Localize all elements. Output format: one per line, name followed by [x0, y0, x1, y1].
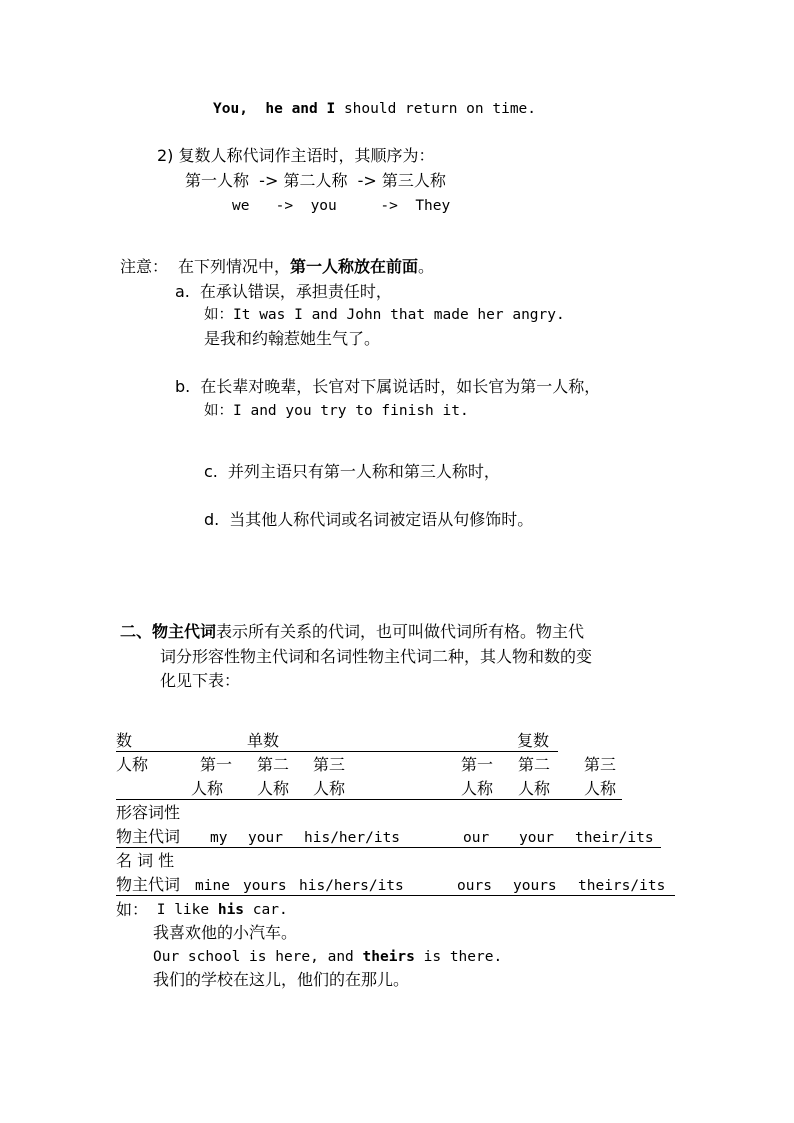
pl-first-top: 第一	[461, 755, 494, 774]
adj-sg-first: my	[210, 830, 228, 846]
note-b-text: 在长辈对晚辈，长官对下属说话时，如长官为第一人称，	[200, 377, 601, 396]
table-rule-adj	[116, 847, 661, 848]
noun-pl-third: theirs/its	[578, 878, 666, 894]
example-bold-part: You, he and I	[213, 101, 336, 117]
adj-label-bottom: 物主代词	[116, 827, 181, 846]
pl-second-bottom: 人称	[518, 779, 551, 798]
example-2-post: is there.	[414, 949, 503, 965]
noun-label-bottom: 物主代词	[116, 875, 181, 894]
sg-second-top: 第二	[257, 755, 290, 774]
pl-first-bottom: 人称	[461, 779, 494, 798]
example-rest: should return on time.	[335, 101, 537, 117]
sg-first-top: 第一	[200, 755, 233, 774]
note-c	[204, 462, 500, 482]
note-a-marker: a.	[175, 282, 190, 301]
order-english: we -> you -> They	[232, 198, 451, 214]
sg-second-bottom: 人称	[257, 779, 290, 798]
example-1	[148, 900, 288, 920]
note-lead-end: 。	[418, 257, 435, 276]
note-lead: 在下列情况中，	[178, 257, 291, 276]
note-a-example: 如：It was I and John that made her angry.	[204, 307, 565, 323]
table-rule-person	[116, 799, 622, 800]
order-chinese: 第一人称 -> 第二人称 -> 第三人称	[185, 171, 446, 190]
sg-third-bottom: 人称	[313, 779, 346, 798]
example-1-pre: I like	[148, 902, 218, 918]
noun-pl-second: yours	[513, 878, 557, 894]
example-2-bold: theirs	[362, 949, 415, 965]
note-c-marker: c.	[204, 462, 218, 481]
adj-sg-third: his/her/its	[304, 830, 401, 846]
example-1-bold: his	[217, 902, 245, 918]
example-2	[153, 947, 502, 967]
table-person-label: 人称	[116, 755, 149, 774]
adj-pl-third: their/its	[575, 830, 654, 846]
examples-label: 如：	[116, 900, 149, 919]
example-2-pre: Our school is here, and	[153, 949, 363, 965]
noun-sg-second: yours	[243, 878, 287, 894]
note-b-example: 如：I and you try to finish it.	[204, 403, 469, 419]
point-2-label: 2) 复数人称代词作主语时，其顺序为：	[157, 146, 435, 165]
pl-third-bottom: 人称	[584, 779, 617, 798]
note-heading	[120, 257, 434, 277]
sg-first-bottom: 人称	[191, 779, 224, 798]
section-2-line-1	[120, 622, 584, 642]
noun-sg-third: his/hers/its	[299, 878, 404, 894]
example-1-translation: 我喜欢他的小汽车。	[153, 923, 298, 942]
adj-pl-second: your	[519, 830, 554, 846]
note-d-marker: d.	[204, 510, 220, 529]
sg-third-top: 第三	[313, 755, 346, 774]
adj-pl-first: our	[463, 830, 490, 846]
table-header-singular: 单数	[247, 731, 280, 750]
table-header-plural: 复数	[517, 731, 550, 750]
note-d	[204, 510, 533, 530]
table-rule-header	[116, 751, 558, 752]
section-2-line-3: 化见下表：	[160, 671, 241, 690]
pl-third-top: 第三	[584, 755, 617, 774]
example-2-translation: 我们的学校在这儿，他们的在那儿。	[153, 970, 410, 989]
section-2-title: 二、物主代词	[120, 622, 217, 641]
noun-sg-first: mine	[195, 878, 230, 894]
note-b	[175, 377, 600, 397]
example-1-post: car.	[244, 902, 288, 918]
noun-label-top: 名 词 性	[116, 851, 175, 870]
example-you-he-i	[213, 99, 536, 119]
section-2-line-2: 词分形容性物主代词和名词性物主代词二种，其人物和数的变	[160, 647, 593, 666]
note-a-text: 在承认错误，承担责任时，	[199, 282, 392, 301]
noun-pl-first: ours	[457, 878, 492, 894]
note-d-text: 当其他人称代词或名词被定语从句修饰时。	[229, 510, 534, 529]
adj-label-top: 形容词性	[116, 803, 181, 822]
note-c-text: 并列主语只有第一人称和第三人称时，	[227, 462, 500, 481]
adj-sg-second: your	[248, 830, 283, 846]
table-header-number: 数	[116, 731, 133, 750]
note-label: 注意：	[120, 257, 169, 276]
note-lead-bold: 第一人称放在前面	[290, 257, 419, 276]
note-a-translation: 是我和约翰惹她生气了。	[204, 329, 381, 348]
pl-second-top: 第二	[518, 755, 551, 774]
table-rule-noun	[116, 895, 675, 896]
section-2-text-1: 表示所有关系的代词，也可叫做代词所有格。物主代	[216, 622, 585, 641]
note-b-marker: b.	[175, 377, 191, 396]
note-a	[175, 282, 392, 302]
